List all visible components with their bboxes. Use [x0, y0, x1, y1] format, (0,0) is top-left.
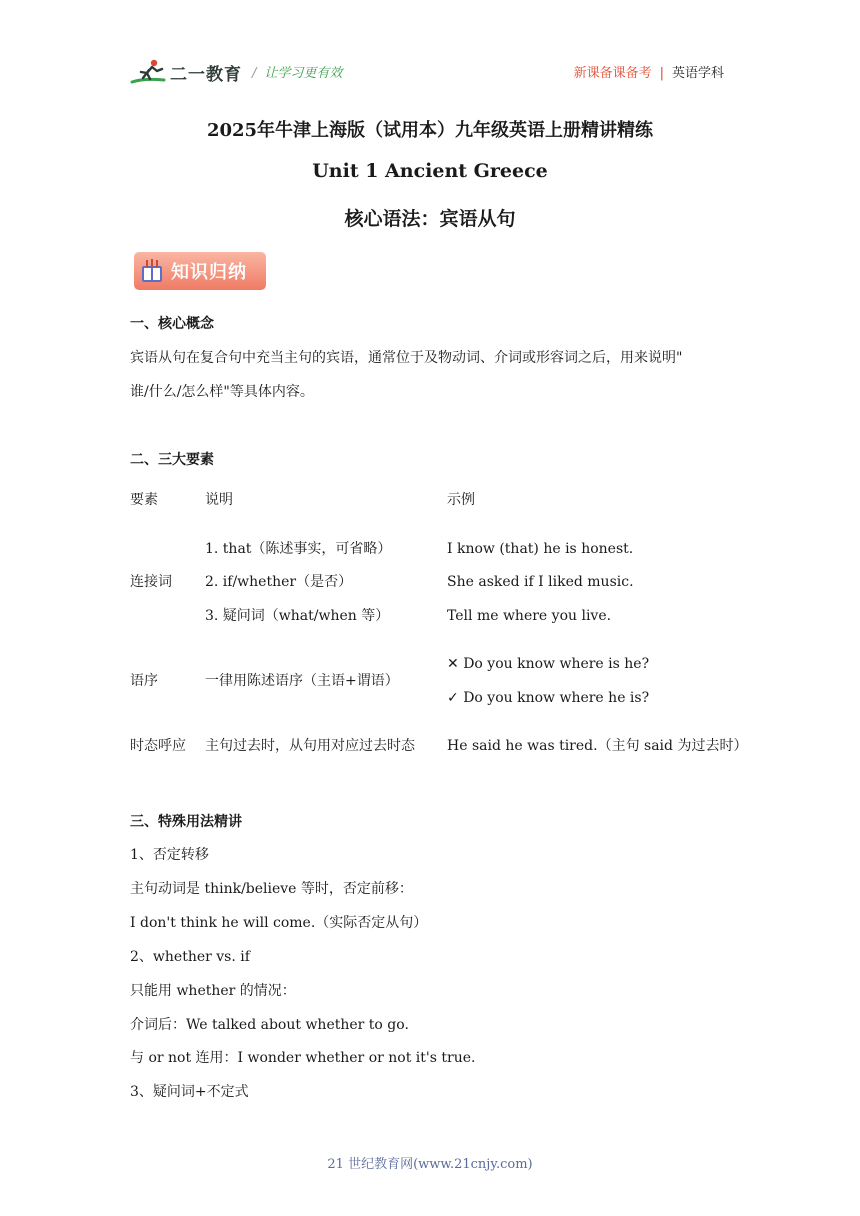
wrong-example: Do you know where is he? — [463, 656, 650, 672]
section3-line: 介词后：We talked about whether to go. — [130, 1017, 409, 1033]
page-footer: 21 世纪教育网(www.21cnjy.com) — [327, 1157, 533, 1172]
header-right: 新课备课备考 | 英语学科 — [573, 66, 724, 81]
header-label: 新课备课备考 — [573, 66, 652, 81]
table-cell-example: I know (that) he is honest. — [447, 541, 634, 557]
table-header-desc: 说明 — [205, 492, 233, 508]
badge-label: 知识归纳 — [171, 262, 247, 283]
section1-para-line1: 宾语从句在复合句中充当主句的宾语，通常位于及物动词、介词或形容词之后，用来说明" — [130, 350, 683, 366]
right-example: Do you know where he is? — [463, 690, 650, 706]
book-icon — [141, 258, 163, 284]
section3-line: 1、否定转移 — [130, 847, 209, 863]
table-cell-example: She asked if I liked music. — [447, 574, 634, 590]
section2-heading: 二、三大要素 — [130, 452, 214, 468]
runner-logo-icon — [130, 58, 168, 86]
knowledge-badge — [134, 252, 266, 290]
section3-line: 与 or not 连用：I wonder whether or not it's true. — [130, 1050, 476, 1066]
table-cell-desc: 1. that（陈述事实，可省略） — [205, 541, 392, 557]
check-icon: ✓ — [447, 690, 459, 706]
section1-heading: 一、核心概念 — [130, 316, 214, 332]
table-cell-element: 时态呼应 — [130, 738, 186, 754]
grammar-title: 核心语法：宾语从句 — [344, 208, 516, 230]
section1-para-line2: 谁/什么/怎么样"等具体内容。 — [130, 384, 314, 400]
table-cell-desc: 3. 疑问词（what/when 等） — [205, 608, 390, 624]
table-cell-desc: 2. if/whether（是否） — [205, 574, 353, 590]
table-cell-example: Tell me where you live. — [447, 608, 612, 624]
section3-heading: 三、特殊用法精讲 — [130, 814, 242, 830]
section3-line: I don't think he will come.（实际否定从句） — [130, 915, 428, 931]
table-cell-example: He said he was tired.（主句 said 为过去时） — [447, 738, 748, 754]
section3-line: 2、whether vs. if — [130, 949, 250, 965]
page-header — [130, 52, 724, 92]
section3-line: 3、疑问词+不定式 — [130, 1084, 249, 1100]
slogan: / 让学习更有效 — [252, 66, 343, 81]
section3-line: 只能用 whether 的情况： — [130, 983, 296, 999]
table-header-element: 要素 — [130, 492, 158, 508]
logo-text: 二一教育 — [170, 64, 242, 85]
logo — [130, 58, 242, 86]
table-cell-element: 语序 — [130, 673, 158, 689]
table-cell-example — [447, 688, 649, 708]
table-header-example: 示例 — [447, 492, 475, 508]
unit-title: Unit 1 Ancient Greece — [312, 160, 548, 182]
table-cell-desc: 主句过去时，从句用对应过去时态 — [205, 738, 415, 754]
table-cell-element: 连接词 — [130, 574, 172, 590]
slogan-text: 让学习更有效 — [264, 66, 343, 81]
doc-title: 2025年牛津上海版（试用本）九年级英语上册精讲精练 — [206, 120, 654, 141]
cross-icon: ✕ — [447, 656, 459, 672]
section3-line: 主句动词是 think/believe 等时，否定前移： — [130, 881, 413, 897]
table-cell-example — [447, 654, 649, 674]
subject-label: 英语学科 — [671, 66, 724, 81]
table-cell-desc: 一律用陈述语序（主语+谓语） — [205, 673, 399, 689]
